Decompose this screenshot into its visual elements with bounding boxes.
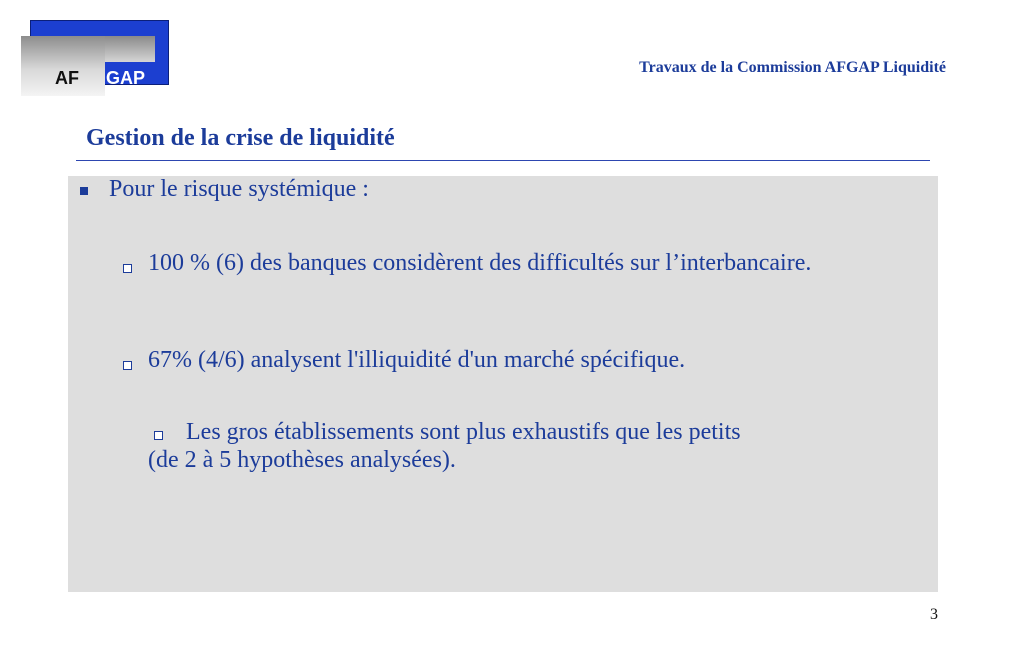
square-bullet-icon [80, 187, 88, 195]
logo-grey-block-right [105, 36, 155, 62]
sub-bullet-text: 67% (4/6) analysent l'illiquidité d'un marché spécifique. [148, 347, 686, 373]
hollow-square-bullet-icon [123, 264, 132, 273]
hollow-square-bullet-icon [154, 431, 163, 440]
main-bullet-text: Pour le risque systémique : [109, 176, 369, 202]
sub-bullet-text: 100 % (6) des banques considèrent des difficultés sur l’interbancaire. [148, 250, 812, 276]
logo-text-gap: GAP [106, 68, 146, 88]
page-number: 3 [930, 606, 938, 623]
afgap-logo [21, 20, 169, 96]
header-title: Travaux de la Commission AFGAP Liquidité [639, 59, 946, 76]
sub-bullet-text: Les gros établissements sont plus exhaustifs que les petits [186, 419, 741, 445]
sub-bullet-text-continued: (de 2 à 5 hypothèses analysées). [148, 447, 456, 473]
logo-text-af: AF [55, 68, 79, 88]
content-panel [68, 176, 938, 592]
slide-title: Gestion de la crise de liquidité [86, 125, 395, 151]
title-divider [76, 160, 930, 161]
hollow-square-bullet-icon [123, 361, 132, 370]
